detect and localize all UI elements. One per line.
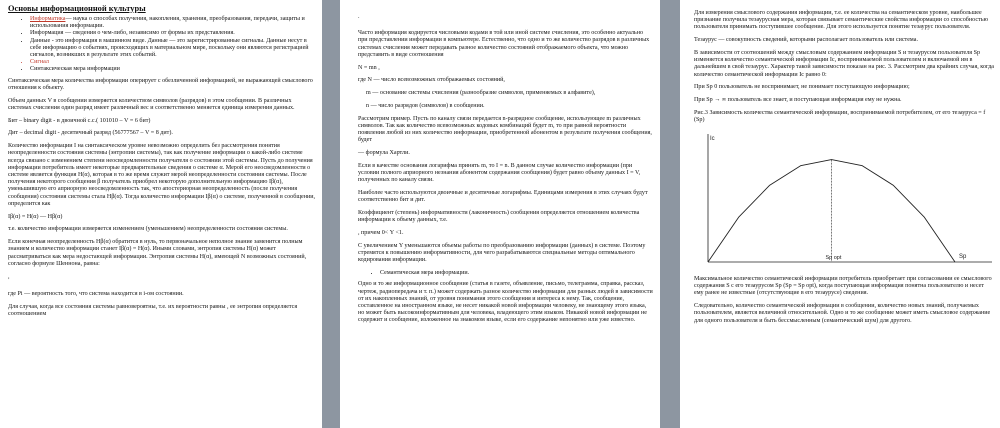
paragraph: т.е. количество информации измеряется изменением (уменьшением) неопределенности состояния системы. xyxy=(8,226,288,233)
paragraph: Если в качестве основания логарифма принять m, то I = n. В данном случае количество информации (при условии полного априорного незнания абонентом содержания сообщения) будет равно объему данных I = V, полученных по каналу связи. xyxy=(358,163,641,184)
paragraph: — формула Хартли. xyxy=(358,150,410,157)
paragraph: Синтаксическая мера количества информации оперирует с обезличенной информацией, не выражающей смыслового отношения к объекту. xyxy=(8,77,313,91)
paragraph: где N — число всевозможных отображаемых состояний, xyxy=(358,77,505,84)
list-item: • Сигнал xyxy=(30,59,316,66)
list-item: • Данные - это информация в машинном виде. Данные — это зарегистрированные сигналы. Данные несут в себе информацию о событиях, происходящих в материальном мире, поскольку они являются регистрацией сигналов, возникших в результате этих событий. xyxy=(30,38,316,60)
paragraph: Одно и то же информационное сообщение (статья в газете, объявление, письмо, телеграмма, справка, рассказ, чертеж, радиопередача и т. п.) может содержать разное количество информации для разных людей в зависимости от их накопленных знаний, от уровня понимания этого сообщения и интереса к нему. Так, сообщение, составленное на иностранном языке, не несет никакой новой информации человеку, не знающему этого языка, но может быть высокоинформативным для человека, владеющего этим языком. Никакой новой информации не содержит и сообщение, изложенное на знакомом языке, если его содержание непонятно или уже известно. xyxy=(358,281,653,324)
page-gap xyxy=(322,0,340,428)
section-list xyxy=(358,270,654,277)
figure-caption: Рис.3 Зависимость количества семантической информации, воспринимаемой потребителем, от его тезауруса = f (Sp) xyxy=(694,110,986,124)
paragraph: Тезаурус — совокупность сведений, которыми располагает пользователь или система. xyxy=(694,37,918,44)
paragraph: Часто информация кодируется числовыми кодами в той или иной системе счисления, это особенно актуально при представлении информации в компьютере. Естественно, что одно и то же количество разрядов в различных системах счисления может передавать разное количество состояний отображаемого объекта, что можно представить в виде соотношения xyxy=(358,30,650,58)
paragraph: n — число разрядов (символов) в сообщении. xyxy=(366,103,485,109)
paragraph: Максимальное количество семантической информации потребитель приобретает при согласовании ее смыслового содержания S с его тезаурусом Sp (Sp = Sp opt), когда поступающая информация понятна пользователю и несет ему ранее не известные (отсутствующие в его тезаурусе) сведения. xyxy=(694,276,992,297)
x-opt-label: Sp opt xyxy=(825,255,842,261)
list-item: • Информатика— наука о способах получения, накопления, хранения, преобразования, передачи, защиты и использования информации. xyxy=(30,16,316,30)
paragraph: Для случая, когда все состояния системы равновероятны, т.е. их вероятности равны , ее энтропия определяется соотношением xyxy=(8,303,298,317)
paragraph: При Sp 0 пользователь не воспринимает, не понимает поступающую информацию; xyxy=(694,84,910,91)
paragraph: Если конечная неопределенность Hβ(α) обратится в нуль, то первоначальное неполное знание заменится полным знанием и количество информации станет Iβ(α) = H(α). Иными словами, энтропия системы H(α) может рассматриваться как мера недостающей информации. Энтропия системы H(α), имеющей N возможных состояний, согласно формуле Шеннона, равна: xyxy=(8,239,307,267)
paragraph: Рассмотрим пример. Пусть по каналу связи передается n-разрядное сообщение, использующее m различных символов. Так как количество всевозможных кодовых комбинаций будет m, то при равной вероятности появления любой из них количество информации, приобретенной абонентом в результате получения сообщения, будет xyxy=(358,115,652,144)
document-page-2 xyxy=(340,0,660,428)
formula: N = mn , xyxy=(358,64,380,71)
page-gap xyxy=(660,0,680,428)
paragraph: Бит – binary digit - в двоичной с.с.( 101010 – V = 6 бит) xyxy=(8,117,151,124)
list-item: • Синтаксическая мера информации xyxy=(30,66,316,73)
definitions-list xyxy=(8,16,316,74)
formula-placeholder: , xyxy=(8,273,10,280)
document-page-3 xyxy=(680,0,1000,428)
list-item: • Информация — сведения о чем-либо, независимо от формы их представления. xyxy=(30,30,316,37)
x-end-label: Sp xyxy=(958,254,967,260)
paragraph: Дит – decimal digit - десятичный разряд (56777567 – V = 8 дит). xyxy=(8,130,173,137)
paragraph: , причем 0< Y <1. xyxy=(358,230,404,237)
semantic-info-chart xyxy=(700,130,1000,270)
formula: Iβ(α) = H(α) — Hβ(α) xyxy=(8,213,63,220)
paragraph: В зависимости от соотношений между смысловым содержанием информации S и тезаурусом пользователя Sp изменяется количество семантической информации Ic, воспринимаемой пользователем и включаемой им в дальнейшем в свой тезаурус. Характер такой зависимости показан на рис. 3. Рассмотрим два крайних случая, когда количество семантической информации Ic равно 0: xyxy=(694,50,995,78)
paragraph: Для измерения смыслового содержания информации, т.е. ее количества на семантическом уровне, наибольшее признание получила тезаурусная мера, которая связывает семантические свойства информации со способностью пользователя принимать поступившее сообщение. Для этого используется понятие тезаурус пользователя. xyxy=(694,10,989,31)
paragraph: . xyxy=(358,14,360,20)
document-page-1 xyxy=(0,0,322,428)
y-axis-label: Ic xyxy=(710,136,715,142)
chart-svg xyxy=(700,130,1000,270)
paragraph: m — основание системы счисления (разнообразие символов, применяемых в алфавите), xyxy=(366,90,596,97)
paragraph: Коэффициент (степень) информативности (лаконичность) сообщения определяется отношением количества информации к объему данных, т.е. xyxy=(358,210,640,224)
paragraph: При Sp → ∞ пользователь все знает, и поступающая информация ему не нужна. xyxy=(694,97,902,104)
paragraph: Следовательно, количество семантической информации в сообщении, количество новых знаний, получаемых пользователем, является величиной относительной. Одно и то же сообщение может иметь смысловое содержание для одного пользователя и быть бессмысленным (семантический шум) для другого. xyxy=(694,303,991,324)
paragraph: где Pi — вероятность того, что система находится в i-ом состоянии. xyxy=(8,290,184,297)
list-item: • Семантическая мера информации. xyxy=(380,270,654,277)
page-heading: Основы информационной культуры xyxy=(8,4,146,13)
paragraph: Количество информации I на синтаксическом уровне невозможно определить без рассмотрения понятия неопределенности состояния системы (энтропии системы), так как получение информации о какой-либо системе всегда связано с изменением степени неосведомленности получателя о состоянии этой системы. Пусть до получения информации потребитель имеет некоторые предварительные сведения о системе α. Мерой его неосведомленности о системе является функция H(α), которая в то же время служит мерой неопределенности состояния системы. После получения некоторого сообщения β получатель приобрел некоторую дополнительную информацию Iβ(α), уменьшившую его априорную неосведомленность так, что апостериорная неопределенность (после получения сообщения) состояния системы стала Hβ(α). Тогда количество информации Iβ(α) о системе, полученной в сообщении, определится как xyxy=(8,143,316,207)
paragraph: Объем данных V в сообщении измеряется количеством символов (разрядов) в этом сообщении. В различных системах счисления один разряд имеет различный вес и соответственно меняется единица измерения данных. xyxy=(8,97,295,111)
paragraph: С увеличением Y уменьшаются объемы работы по преобразованию информации (данных) в системе. Поэтому стремятся к повышению информативности, для чего разрабатываются специальные методы оптимального кодирования информации. xyxy=(358,243,646,264)
paragraph: Наиболее часто используются двоичные и десятичные логарифмы. Единицами измерения в этих случаях будут соответственно бит и дит. xyxy=(358,190,648,204)
